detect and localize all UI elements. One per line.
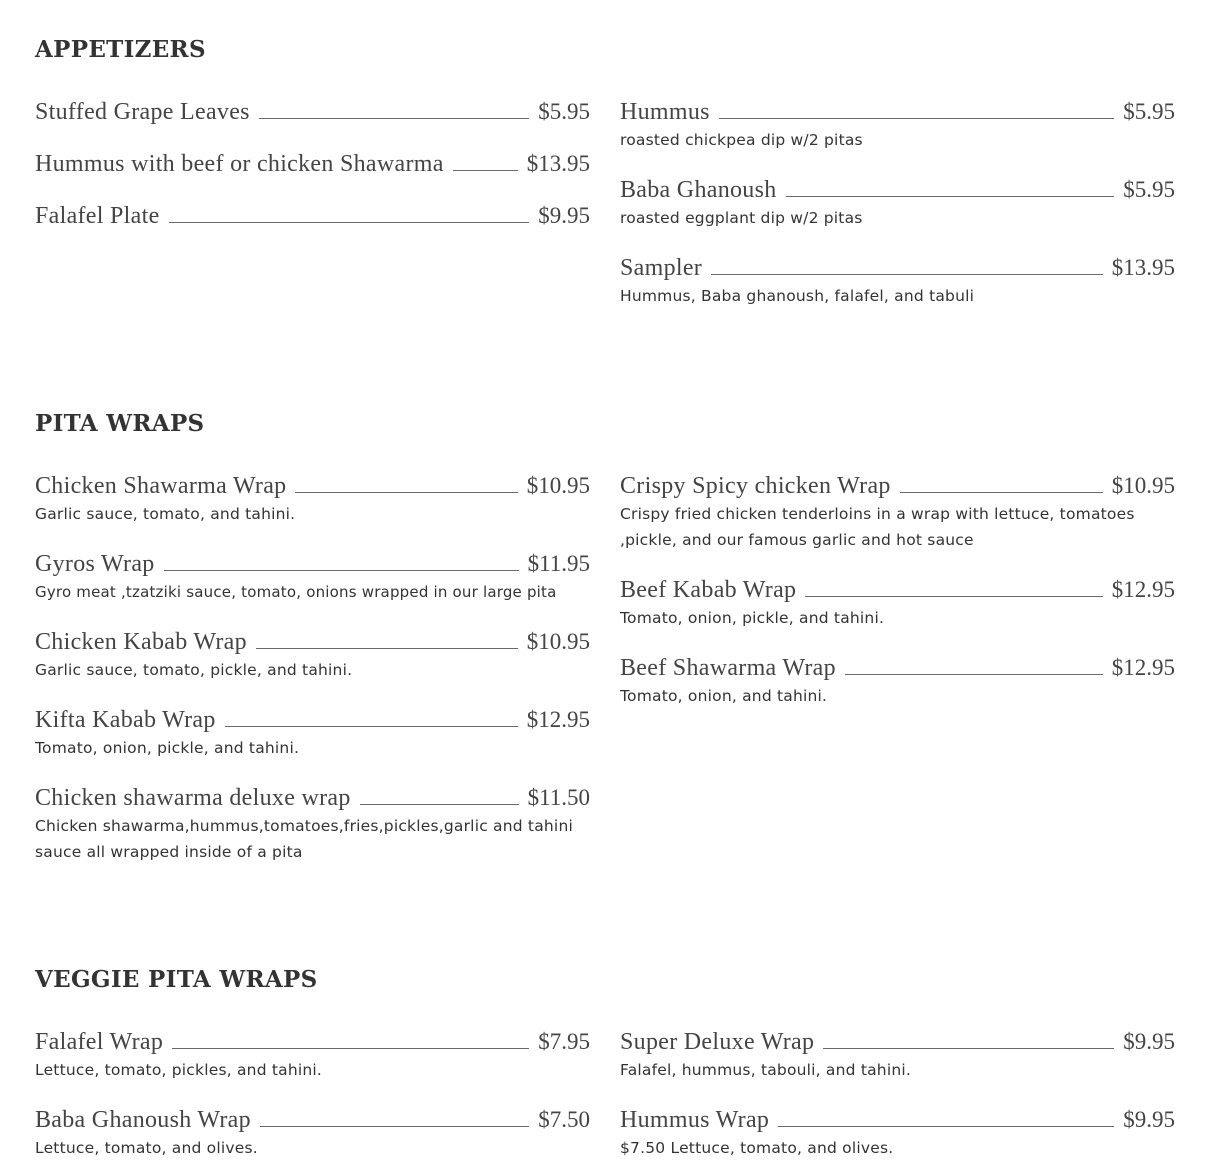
item-description: Lettuce, tomato, and olives. — [35, 1139, 258, 1157]
menu-item — [620, 253, 1175, 309]
item-description: Chicken shawarma,hummus,tomatoes,fries,pickles,garlic and tahini sauce all wrapped inside of a pita — [35, 817, 573, 861]
menu-item — [35, 783, 590, 865]
item-price: $10.95 — [526, 473, 590, 498]
item-description: Crispy fried chicken tenderloins in a wrap with lettuce, tomatoes ,pickle, and our famous garlic and hot sauce — [620, 505, 1135, 549]
item-price: $9.95 — [1123, 1029, 1175, 1054]
item-description: Hummus, Baba ghanoush, falafel, and tabuli — [620, 287, 975, 305]
item-name: Hummus Wrap — [620, 1107, 770, 1133]
dotted-leader — [260, 1126, 529, 1127]
item-name: Falafel Wrap — [35, 1029, 164, 1055]
item-name: Falafel Plate — [35, 203, 160, 229]
item-price: $11.50 — [527, 785, 590, 810]
item-name: Chicken Kabab Wrap — [35, 629, 247, 655]
dotted-leader — [295, 492, 517, 493]
item-name: Beef Kabab Wrap — [620, 577, 797, 603]
item-description: Garlic sauce, tomato, and tahini. — [35, 505, 296, 523]
dotted-leader — [823, 1048, 1114, 1049]
dotted-leader — [259, 118, 529, 119]
dotted-leader — [225, 726, 518, 727]
item-price: $13.95 — [1111, 255, 1175, 280]
item-name: Super Deluxe Wrap — [620, 1029, 815, 1055]
menu-item — [35, 471, 590, 527]
item-description: roasted chickpea dip w/2 pitas — [620, 131, 863, 149]
item-price: $7.95 — [538, 1029, 590, 1054]
menu-item — [620, 575, 1175, 631]
dotted-leader — [900, 492, 1103, 493]
item-name: Chicken Shawarma Wrap — [35, 473, 287, 499]
item-name: Hummus with beef or chicken Shawarma — [35, 151, 444, 177]
item-name: Baba Ghanoush Wrap — [35, 1107, 251, 1133]
item-price: $10.95 — [526, 629, 590, 654]
item-price: $5.95 — [1123, 99, 1175, 124]
menu-item — [620, 1027, 1175, 1083]
item-price: $7.50 — [538, 1107, 590, 1132]
item-description: Garlic sauce, tomato, pickle, and tahini. — [35, 661, 353, 679]
menu-item — [35, 705, 590, 761]
item-name: Chicken shawarma deluxe wrap — [35, 785, 351, 811]
item-description: Tomato, onion, pickle, and tahini. — [35, 739, 300, 757]
menu-item — [620, 653, 1175, 709]
item-name: Gyros Wrap — [35, 551, 155, 577]
menu-item — [35, 1105, 590, 1161]
item-price: $11.95 — [527, 551, 590, 576]
item-description: Falafel, hummus, tabouli, and tahini. — [620, 1061, 911, 1079]
item-name: Hummus — [620, 99, 710, 125]
item-price: $13.95 — [526, 151, 590, 176]
item-description: roasted eggplant dip w/2 pitas — [620, 209, 863, 227]
dotted-leader — [805, 596, 1102, 597]
menu-item — [620, 175, 1175, 231]
item-description: $7.50 Lettuce, tomato, and olives. — [620, 1139, 894, 1157]
section-title-pita-wraps: PITA WRAPS — [35, 410, 205, 437]
item-description: Tomato, onion, and tahini. — [620, 687, 828, 705]
menu-item — [35, 1027, 590, 1083]
menu-item — [35, 97, 590, 127]
menu-item — [35, 627, 590, 683]
item-description: Lettuce, tomato, pickles, and tahini. — [35, 1061, 323, 1079]
menu-item — [620, 471, 1175, 553]
dotted-leader — [453, 170, 518, 171]
item-description: Gyro meat ,tzatziki sauce, tomato, onions wrapped in our large pita — [35, 583, 557, 601]
dotted-leader — [845, 674, 1103, 675]
item-price: $12.95 — [1111, 655, 1175, 680]
dotted-leader — [169, 222, 530, 223]
dotted-leader — [172, 1048, 529, 1049]
menu-item — [35, 149, 590, 179]
menu-item — [620, 1105, 1175, 1161]
dotted-leader — [256, 648, 518, 649]
dotted-leader — [719, 118, 1114, 119]
menu-item — [620, 97, 1175, 153]
item-name: Crispy Spicy chicken Wrap — [620, 473, 891, 499]
dotted-leader — [786, 196, 1115, 197]
item-name: Kifta Kabab Wrap — [35, 707, 216, 733]
menu-item — [35, 549, 590, 605]
item-name: Stuffed Grape Leaves — [35, 99, 250, 125]
item-price: $12.95 — [1111, 577, 1175, 602]
dotted-leader — [778, 1126, 1114, 1127]
menu-item — [35, 201, 590, 231]
item-name: Sampler — [620, 255, 703, 281]
item-price: $9.95 — [538, 203, 590, 228]
item-price: $5.95 — [538, 99, 590, 124]
dotted-leader — [711, 274, 1103, 275]
item-price: $5.95 — [1123, 177, 1175, 202]
section-title-appetizers: APPETIZERS — [35, 36, 206, 63]
item-description: Tomato, onion, pickle, and tahini. — [620, 609, 885, 627]
dotted-leader — [360, 804, 519, 805]
section-title-veggie-pita-wraps: VEGGIE PITA WRAPS — [35, 966, 318, 993]
item-price: $12.95 — [526, 707, 590, 732]
item-price: $9.95 — [1123, 1107, 1175, 1132]
dotted-leader — [164, 570, 519, 571]
item-name: Beef Shawarma Wrap — [620, 655, 836, 681]
item-price: $10.95 — [1111, 473, 1175, 498]
item-name: Baba Ghanoush — [620, 177, 777, 203]
